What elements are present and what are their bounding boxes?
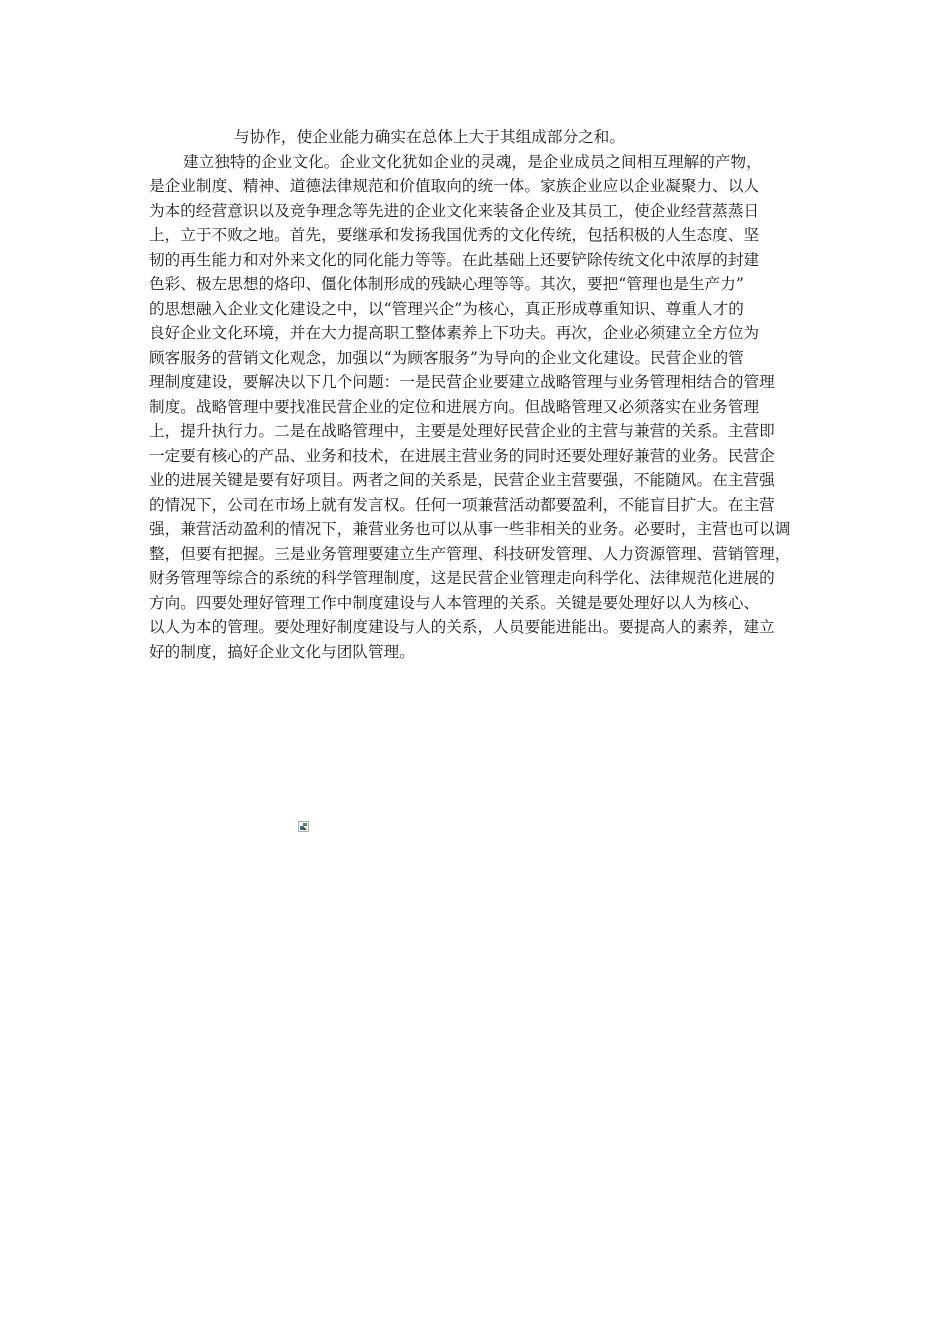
- text-line-8: 的思想融入企业文化建设之中，以“管理兴企”为核心，真正形成尊重知识、尊重人才的: [149, 300, 744, 318]
- text-line-7: 色彩、极左思想的烙印、僵化体制形成的残缺心理等等。其次，要把“管理也是生产力”: [149, 275, 744, 293]
- text-line-22: 好的制度，搞好企业文化与团队管理。: [149, 643, 415, 661]
- text-line-17: 强，兼营活动盈利的情况下，兼营业务也可以从事一些非相关的业务。必要时，主营也可以调: [149, 520, 791, 538]
- text-line-14: 一定要有核心的产品、业务和技术，在进展主营业务的同时还要处理好兼营的业务。民营企: [149, 447, 775, 465]
- text-line-11: 理制度建设，要解决以下几个问题：一是民营企业要建立战略管理与业务管理相结合的管理: [149, 373, 775, 391]
- text-line-18: 整，但要有把握。三是业务管理要建立生产管理、科技研发管理、人力资源管理、营销管理，: [149, 545, 791, 563]
- text-line-21: 以人为本的管理。要处理好制度建设与人的关系，人员要能进能出。要提高人的素养，建立: [149, 618, 775, 636]
- text-line-13: 上，提升执行力。二是在战略管理中，主要是处理好民营企业的主营与兼营的关系。主营即: [149, 422, 775, 440]
- text-line-16: 的情况下，公司在市场上就有发言权。任何一项兼营活动都要盈利，不能盲目扩大。在主营: [149, 496, 775, 514]
- broken-image-icon: [298, 821, 309, 832]
- text-line-19: 财务管理等综合的系统的科学管理制度，这是民营企业管理走向科学化、法律规范化进展的: [149, 569, 775, 587]
- text-line-6: 韧的再生能力和对外来文化的同化能力等等。在此基础上还要铲除传统文化中浓厚的封建: [149, 251, 760, 269]
- text-line-9: 良好企业文化环境，并在大力提高职工整体素养上下功夫。再次，企业必须建立全方位为: [149, 324, 760, 342]
- text-line-3: 是企业制度、精神、道德法律规范和价值取向的统一体。家族企业应以企业凝聚力、以人: [149, 177, 760, 195]
- text-line-1: 与协作，使企业能力确实在总体上大于其组成部分之和。: [234, 128, 626, 146]
- text-line-15: 业的进展关键是要有好项目。两者之间的关系是，民营企业主营要强，不能随风。在主营强: [149, 471, 775, 489]
- text-line-10: 顾客服务的营销文化观念，加强以“为顾客服务”为导向的企业文化建设。民营企业的管: [149, 349, 744, 367]
- text-line-2: 建立独特的企业文化。企业文化犹如企业的灵魂，是企业成员之间相互理解的产物，: [183, 153, 762, 171]
- text-line-20: 方向。四要处理好管理工作中制度建设与人本管理的关系。关键是要处理好以人为核心、: [149, 594, 760, 612]
- text-line-5: 上，立于不败之地。首先，要继承和发扬我国优秀的文化传统，包括积极的人生态度、坚: [149, 226, 760, 244]
- text-line-12: 制度。战略管理中要找准民营企业的定位和进展方向。但战略管理又必须落实在业务管理: [149, 398, 760, 416]
- text-line-4: 为本的经营意识以及竞争理念等先进的企业文化来装备企业及其员工，使企业经营蒸蒸日: [149, 202, 760, 220]
